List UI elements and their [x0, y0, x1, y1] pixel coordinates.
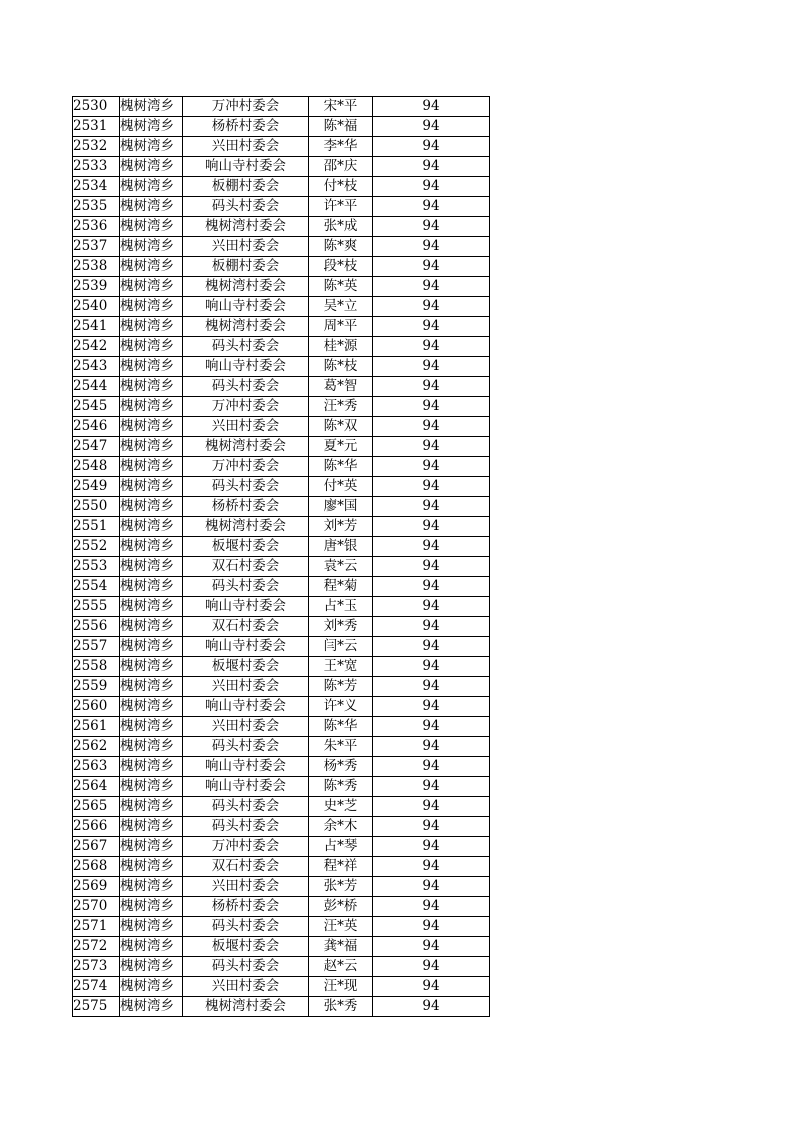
town-cell: 槐树湾乡 [120, 817, 183, 837]
score-cell: 94 [373, 937, 490, 957]
town-cell: 槐树湾乡 [120, 157, 183, 177]
village-cell: 双石村委会 [183, 557, 309, 577]
village-cell: 码头村委会 [183, 797, 309, 817]
town-cell: 槐树湾乡 [120, 797, 183, 817]
score-cell: 94 [373, 897, 490, 917]
data-table [72, 96, 490, 1017]
person-name-cell: 付*英 [309, 477, 373, 497]
town-cell: 槐树湾乡 [120, 877, 183, 897]
table-row [73, 557, 490, 577]
village-cell: 万冲村委会 [183, 457, 309, 477]
village-cell: 响山寺村委会 [183, 637, 309, 657]
score-cell: 94 [373, 917, 490, 937]
row-id-cell: 2569 [73, 877, 120, 897]
village-cell: 万冲村委会 [183, 837, 309, 857]
town-cell: 槐树湾乡 [120, 137, 183, 157]
village-cell: 响山寺村委会 [183, 157, 309, 177]
town-cell: 槐树湾乡 [120, 497, 183, 517]
person-name-cell: 占*琴 [309, 837, 373, 857]
row-id-cell: 2551 [73, 517, 120, 537]
person-name-cell: 陈*福 [309, 117, 373, 137]
score-cell: 94 [373, 597, 490, 617]
row-id-cell: 2554 [73, 577, 120, 597]
row-id-cell: 2534 [73, 177, 120, 197]
person-name-cell: 廖*国 [309, 497, 373, 517]
row-id-cell: 2565 [73, 797, 120, 817]
town-cell: 槐树湾乡 [120, 417, 183, 437]
row-id-cell: 2548 [73, 457, 120, 477]
score-cell: 94 [373, 757, 490, 777]
score-cell: 94 [373, 397, 490, 417]
row-id-cell: 2557 [73, 637, 120, 657]
village-cell: 双石村委会 [183, 857, 309, 877]
score-cell: 94 [373, 997, 490, 1017]
town-cell: 槐树湾乡 [120, 537, 183, 557]
village-cell: 码头村委会 [183, 577, 309, 597]
table-row [73, 397, 490, 417]
village-cell: 杨桥村委会 [183, 497, 309, 517]
row-id-cell: 2539 [73, 277, 120, 297]
person-name-cell: 朱*平 [309, 737, 373, 757]
score-cell: 94 [373, 337, 490, 357]
person-name-cell: 汪*英 [309, 917, 373, 937]
village-cell: 槐树湾村委会 [183, 437, 309, 457]
table-row [73, 777, 490, 797]
table-row [73, 157, 490, 177]
score-cell: 94 [373, 637, 490, 657]
person-name-cell: 张*秀 [309, 997, 373, 1017]
person-name-cell: 程*菊 [309, 577, 373, 597]
row-id-cell: 2572 [73, 937, 120, 957]
row-id-cell: 2547 [73, 437, 120, 457]
table-row [73, 337, 490, 357]
town-cell: 槐树湾乡 [120, 297, 183, 317]
row-id-cell: 2543 [73, 357, 120, 377]
town-cell: 槐树湾乡 [120, 997, 183, 1017]
row-id-cell: 2567 [73, 837, 120, 857]
table-row [73, 97, 490, 117]
row-id-cell: 2552 [73, 537, 120, 557]
person-name-cell: 杨*秀 [309, 757, 373, 777]
village-cell: 板棚村委会 [183, 177, 309, 197]
village-cell: 杨桥村委会 [183, 897, 309, 917]
table-row [73, 957, 490, 977]
score-cell: 94 [373, 717, 490, 737]
town-cell: 槐树湾乡 [120, 477, 183, 497]
table-row [73, 657, 490, 677]
person-name-cell: 余*木 [309, 817, 373, 837]
person-name-cell: 史*芝 [309, 797, 373, 817]
table-row [73, 597, 490, 617]
score-cell: 94 [373, 277, 490, 297]
score-cell: 94 [373, 737, 490, 757]
score-cell: 94 [373, 837, 490, 857]
table-row [73, 537, 490, 557]
town-cell: 槐树湾乡 [120, 917, 183, 937]
score-cell: 94 [373, 97, 490, 117]
row-id-cell: 2558 [73, 657, 120, 677]
person-name-cell: 夏*元 [309, 437, 373, 457]
table-row [73, 677, 490, 697]
row-id-cell: 2562 [73, 737, 120, 757]
town-cell: 槐树湾乡 [120, 197, 183, 217]
village-cell: 码头村委会 [183, 917, 309, 937]
village-cell: 杨桥村委会 [183, 117, 309, 137]
table-row [73, 297, 490, 317]
row-id-cell: 2546 [73, 417, 120, 437]
score-cell: 94 [373, 777, 490, 797]
person-name-cell: 赵*云 [309, 957, 373, 977]
village-cell: 槐树湾村委会 [183, 997, 309, 1017]
town-cell: 槐树湾乡 [120, 577, 183, 597]
table-row [73, 897, 490, 917]
person-name-cell: 桂*源 [309, 337, 373, 357]
score-cell: 94 [373, 537, 490, 557]
village-cell: 响山寺村委会 [183, 697, 309, 717]
table-row [73, 257, 490, 277]
person-name-cell: 张*成 [309, 217, 373, 237]
town-cell: 槐树湾乡 [120, 217, 183, 237]
person-name-cell: 陈*双 [309, 417, 373, 437]
person-name-cell: 葛*智 [309, 377, 373, 397]
village-cell: 响山寺村委会 [183, 357, 309, 377]
row-id-cell: 2544 [73, 377, 120, 397]
table-row [73, 177, 490, 197]
town-cell: 槐树湾乡 [120, 257, 183, 277]
table-row [73, 817, 490, 837]
score-cell: 94 [373, 697, 490, 717]
village-cell: 槐树湾村委会 [183, 217, 309, 237]
score-cell: 94 [373, 817, 490, 837]
row-id-cell: 2533 [73, 157, 120, 177]
table-row [73, 577, 490, 597]
village-cell: 码头村委会 [183, 957, 309, 977]
town-cell: 槐树湾乡 [120, 777, 183, 797]
person-name-cell: 刘*秀 [309, 617, 373, 637]
score-cell: 94 [373, 117, 490, 137]
row-id-cell: 2555 [73, 597, 120, 617]
town-cell: 槐树湾乡 [120, 277, 183, 297]
row-id-cell: 2542 [73, 337, 120, 357]
town-cell: 槐树湾乡 [120, 517, 183, 537]
village-cell: 双石村委会 [183, 617, 309, 637]
score-cell: 94 [373, 417, 490, 437]
village-cell: 槐树湾村委会 [183, 317, 309, 337]
town-cell: 槐树湾乡 [120, 557, 183, 577]
person-name-cell: 汪*秀 [309, 397, 373, 417]
town-cell: 槐树湾乡 [120, 957, 183, 977]
row-id-cell: 2559 [73, 677, 120, 697]
town-cell: 槐树湾乡 [120, 637, 183, 657]
person-name-cell: 陈*枝 [309, 357, 373, 377]
row-id-cell: 2530 [73, 97, 120, 117]
person-name-cell: 吴*立 [309, 297, 373, 317]
person-name-cell: 唐*银 [309, 537, 373, 557]
table-row [73, 717, 490, 737]
village-cell: 槐树湾村委会 [183, 517, 309, 537]
table-row [73, 517, 490, 537]
village-cell: 兴田村委会 [183, 877, 309, 897]
village-cell: 兴田村委会 [183, 237, 309, 257]
score-cell: 94 [373, 577, 490, 597]
town-cell: 槐树湾乡 [120, 857, 183, 877]
village-cell: 槐树湾村委会 [183, 277, 309, 297]
table-row [73, 197, 490, 217]
row-id-cell: 2553 [73, 557, 120, 577]
person-name-cell: 刘*芳 [309, 517, 373, 537]
table-row [73, 637, 490, 657]
table-row [73, 217, 490, 237]
village-cell: 兴田村委会 [183, 977, 309, 997]
town-cell: 槐树湾乡 [120, 597, 183, 617]
score-cell: 94 [373, 857, 490, 877]
person-name-cell: 陈*华 [309, 717, 373, 737]
person-name-cell: 陈*华 [309, 457, 373, 477]
table-row [73, 997, 490, 1017]
person-name-cell: 付*枝 [309, 177, 373, 197]
table-row [73, 977, 490, 997]
village-cell: 码头村委会 [183, 197, 309, 217]
table-row [73, 697, 490, 717]
table-row [73, 417, 490, 437]
table-row [73, 797, 490, 817]
row-id-cell: 2550 [73, 497, 120, 517]
person-name-cell: 张*芳 [309, 877, 373, 897]
score-cell: 94 [373, 617, 490, 637]
village-cell: 码头村委会 [183, 737, 309, 757]
row-id-cell: 2532 [73, 137, 120, 157]
table-row [73, 137, 490, 157]
village-cell: 兴田村委会 [183, 137, 309, 157]
score-cell: 94 [373, 317, 490, 337]
table-row [73, 917, 490, 937]
table-body [73, 97, 490, 1017]
person-name-cell: 陈*芳 [309, 677, 373, 697]
person-name-cell: 陈*爽 [309, 237, 373, 257]
score-cell: 94 [373, 957, 490, 977]
score-cell: 94 [373, 877, 490, 897]
person-name-cell: 许*平 [309, 197, 373, 217]
score-cell: 94 [373, 677, 490, 697]
row-id-cell: 2560 [73, 697, 120, 717]
village-cell: 万冲村委会 [183, 397, 309, 417]
table-row [73, 457, 490, 477]
town-cell: 槐树湾乡 [120, 937, 183, 957]
town-cell: 槐树湾乡 [120, 457, 183, 477]
score-cell: 94 [373, 457, 490, 477]
person-name-cell: 许*义 [309, 697, 373, 717]
row-id-cell: 2571 [73, 917, 120, 937]
score-cell: 94 [373, 157, 490, 177]
town-cell: 槐树湾乡 [120, 697, 183, 717]
town-cell: 槐树湾乡 [120, 97, 183, 117]
table-row [73, 877, 490, 897]
row-id-cell: 2563 [73, 757, 120, 777]
row-id-cell: 2566 [73, 817, 120, 837]
score-cell: 94 [373, 477, 490, 497]
score-cell: 94 [373, 517, 490, 537]
score-cell: 94 [373, 217, 490, 237]
person-name-cell: 闫*云 [309, 637, 373, 657]
person-name-cell: 汪*现 [309, 977, 373, 997]
person-name-cell: 袁*云 [309, 557, 373, 577]
person-name-cell: 段*枝 [309, 257, 373, 277]
town-cell: 槐树湾乡 [120, 397, 183, 417]
town-cell: 槐树湾乡 [120, 177, 183, 197]
town-cell: 槐树湾乡 [120, 617, 183, 637]
person-name-cell: 陈*英 [309, 277, 373, 297]
score-cell: 94 [373, 977, 490, 997]
person-name-cell: 占*玉 [309, 597, 373, 617]
village-cell: 兴田村委会 [183, 677, 309, 697]
person-name-cell: 邵*庆 [309, 157, 373, 177]
town-cell: 槐树湾乡 [120, 737, 183, 757]
town-cell: 槐树湾乡 [120, 317, 183, 337]
score-cell: 94 [373, 377, 490, 397]
score-cell: 94 [373, 237, 490, 257]
table-row [73, 377, 490, 397]
table-row [73, 237, 490, 257]
village-cell: 板堰村委会 [183, 537, 309, 557]
village-cell: 响山寺村委会 [183, 597, 309, 617]
score-cell: 94 [373, 497, 490, 517]
table-row [73, 737, 490, 757]
town-cell: 槐树湾乡 [120, 977, 183, 997]
town-cell: 槐树湾乡 [120, 757, 183, 777]
village-cell: 响山寺村委会 [183, 297, 309, 317]
row-id-cell: 2575 [73, 997, 120, 1017]
row-id-cell: 2574 [73, 977, 120, 997]
person-name-cell: 龚*福 [309, 937, 373, 957]
table-row [73, 857, 490, 877]
town-cell: 槐树湾乡 [120, 357, 183, 377]
person-name-cell: 陈*秀 [309, 777, 373, 797]
village-cell: 板堰村委会 [183, 937, 309, 957]
town-cell: 槐树湾乡 [120, 717, 183, 737]
person-name-cell: 李*华 [309, 137, 373, 157]
row-id-cell: 2556 [73, 617, 120, 637]
town-cell: 槐树湾乡 [120, 677, 183, 697]
table-row [73, 617, 490, 637]
table-row [73, 497, 490, 517]
table-row [73, 937, 490, 957]
person-name-cell: 彭*桥 [309, 897, 373, 917]
score-cell: 94 [373, 657, 490, 677]
town-cell: 槐树湾乡 [120, 117, 183, 137]
row-id-cell: 2549 [73, 477, 120, 497]
table-row [73, 357, 490, 377]
person-name-cell: 王*宽 [309, 657, 373, 677]
person-name-cell: 宋*平 [309, 97, 373, 117]
score-cell: 94 [373, 797, 490, 817]
village-cell: 兴田村委会 [183, 717, 309, 737]
table-row [73, 837, 490, 857]
village-cell: 码头村委会 [183, 377, 309, 397]
village-cell: 板棚村委会 [183, 257, 309, 277]
village-cell: 码头村委会 [183, 337, 309, 357]
row-id-cell: 2540 [73, 297, 120, 317]
score-cell: 94 [373, 197, 490, 217]
person-name-cell: 程*祥 [309, 857, 373, 877]
score-cell: 94 [373, 437, 490, 457]
row-id-cell: 2531 [73, 117, 120, 137]
row-id-cell: 2564 [73, 777, 120, 797]
town-cell: 槐树湾乡 [120, 657, 183, 677]
village-cell: 兴田村委会 [183, 417, 309, 437]
row-id-cell: 2570 [73, 897, 120, 917]
table-row [73, 757, 490, 777]
table-row [73, 117, 490, 137]
table-row [73, 477, 490, 497]
row-id-cell: 2568 [73, 857, 120, 877]
town-cell: 槐树湾乡 [120, 337, 183, 357]
town-cell: 槐树湾乡 [120, 437, 183, 457]
village-cell: 板堰村委会 [183, 657, 309, 677]
town-cell: 槐树湾乡 [120, 377, 183, 397]
village-cell: 响山寺村委会 [183, 757, 309, 777]
table-row [73, 317, 490, 337]
town-cell: 槐树湾乡 [120, 837, 183, 857]
row-id-cell: 2541 [73, 317, 120, 337]
score-cell: 94 [373, 297, 490, 317]
village-cell: 码头村委会 [183, 477, 309, 497]
row-id-cell: 2537 [73, 237, 120, 257]
village-cell: 万冲村委会 [183, 97, 309, 117]
row-id-cell: 2538 [73, 257, 120, 277]
score-cell: 94 [373, 137, 490, 157]
table-row [73, 437, 490, 457]
row-id-cell: 2536 [73, 217, 120, 237]
town-cell: 槐树湾乡 [120, 237, 183, 257]
row-id-cell: 2545 [73, 397, 120, 417]
score-cell: 94 [373, 357, 490, 377]
town-cell: 槐树湾乡 [120, 897, 183, 917]
score-cell: 94 [373, 177, 490, 197]
village-cell: 响山寺村委会 [183, 777, 309, 797]
row-id-cell: 2535 [73, 197, 120, 217]
row-id-cell: 2573 [73, 957, 120, 977]
score-cell: 94 [373, 557, 490, 577]
person-name-cell: 周*平 [309, 317, 373, 337]
score-cell: 94 [373, 257, 490, 277]
row-id-cell: 2561 [73, 717, 120, 737]
village-cell: 码头村委会 [183, 817, 309, 837]
table-row [73, 277, 490, 297]
